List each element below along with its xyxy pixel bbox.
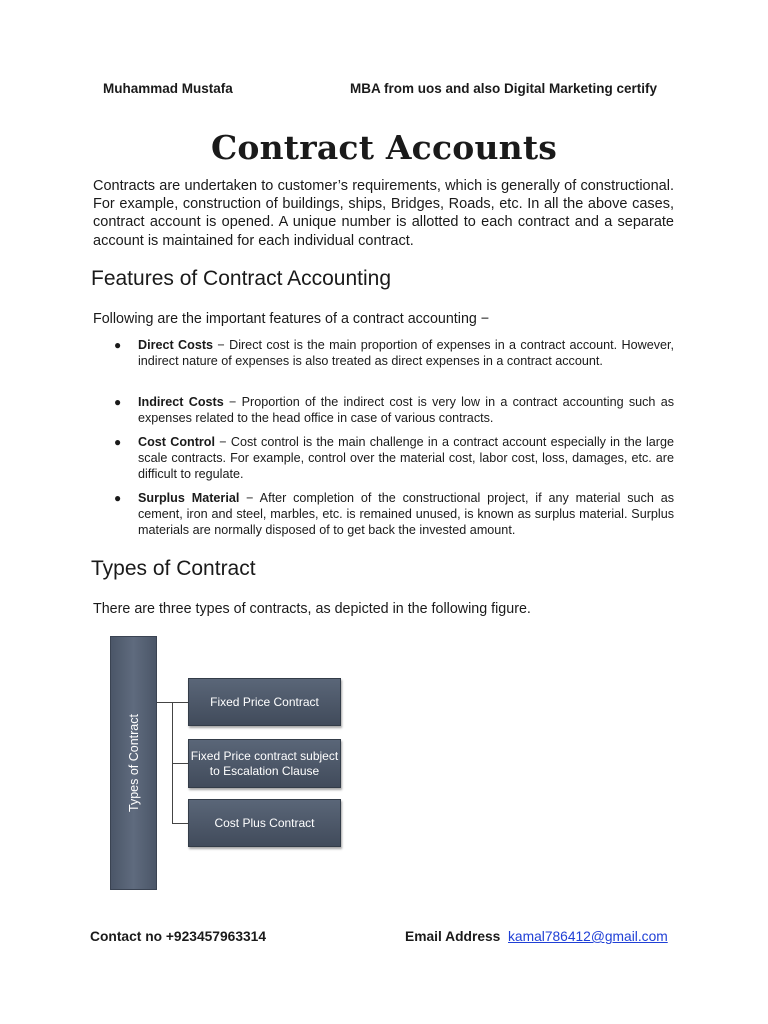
diagram-connector	[172, 823, 188, 824]
diagram-root-box	[110, 636, 157, 890]
feature-text: − Direct cost is the main proportion of expenses in a contract account. However, indirect nature of expenses is also treated as direct expenses in a contract account.	[138, 338, 674, 369]
diagram-connector	[172, 702, 173, 823]
features-lead: Following are the important features of a contract accounting −	[93, 311, 490, 327]
page-title: Contract Accounts	[210, 128, 558, 167]
author-credentials: MBA from uos and also Digital Marketing certify	[350, 81, 658, 96]
email-line	[405, 929, 668, 944]
types-lead: There are three types of contracts, as depicted in the following figure.	[93, 601, 531, 617]
feature-term: Surplus Material	[138, 491, 240, 505]
feature-term: Cost Control	[138, 435, 216, 449]
author-name: Muhammad Mustafa	[103, 81, 233, 96]
bullet-icon: ●	[114, 395, 122, 409]
feature-term: Indirect Costs	[138, 395, 224, 409]
diagram-root-label: Types of Contract	[126, 714, 141, 812]
feature-item-direct-costs	[114, 337, 674, 369]
feature-text: − Cost control is the main challenge in a contract account especially in the large scale contracts. For example, control over the material cost, labor cost, loss, damages, etc. are difficult to regulate.	[138, 435, 674, 482]
feature-text: − Proportion of the indirect cost is very low in a contract accounting such as expenses related to the head office in case of various contracts.	[138, 395, 674, 426]
feature-item-indirect-costs	[114, 394, 674, 426]
types-heading: Types of Contract	[91, 557, 256, 580]
feature-item-cost-control	[114, 434, 674, 483]
diagram-connector	[157, 702, 173, 703]
bullet-icon: ●	[114, 435, 122, 449]
email-link[interactable]: kamal786412@gmail.com	[508, 929, 668, 944]
bullet-icon: ●	[114, 338, 122, 352]
email-label: Email Address	[405, 929, 501, 944]
intro-paragraph: Contracts are undertaken to customer’s requirements, which is generally of constructional. For example, construction of buildings, ships, Bridges, Roads, etc. In all the above cases, contract account is opened. A unique number is allotted to each contract and a separate account is maintained for each individual contract.	[93, 178, 674, 249]
diagram-connector	[172, 702, 188, 703]
diagram-box-fixed-price: Fixed Price Contract	[188, 678, 341, 726]
feature-item-surplus-material	[114, 490, 674, 539]
diagram-connector	[172, 763, 188, 764]
diagram-box-escalation: Fixed Price contract subject to Escalation Clause	[188, 739, 341, 788]
bullet-icon: ●	[114, 491, 122, 505]
feature-term: Direct Costs	[138, 338, 214, 352]
features-heading: Features of Contract Accounting	[91, 267, 391, 290]
diagram-box-cost-plus: Cost Plus Contract	[188, 799, 341, 847]
contact-number: Contact no +923457963314	[90, 929, 267, 944]
feature-text: − After completion of the constructional project, if any material such as cement, iron and steel, marbles, etc. is remained unused, is known as surplus material. Surplus materials are normally disposed of to get back the invested amount.	[138, 491, 674, 538]
